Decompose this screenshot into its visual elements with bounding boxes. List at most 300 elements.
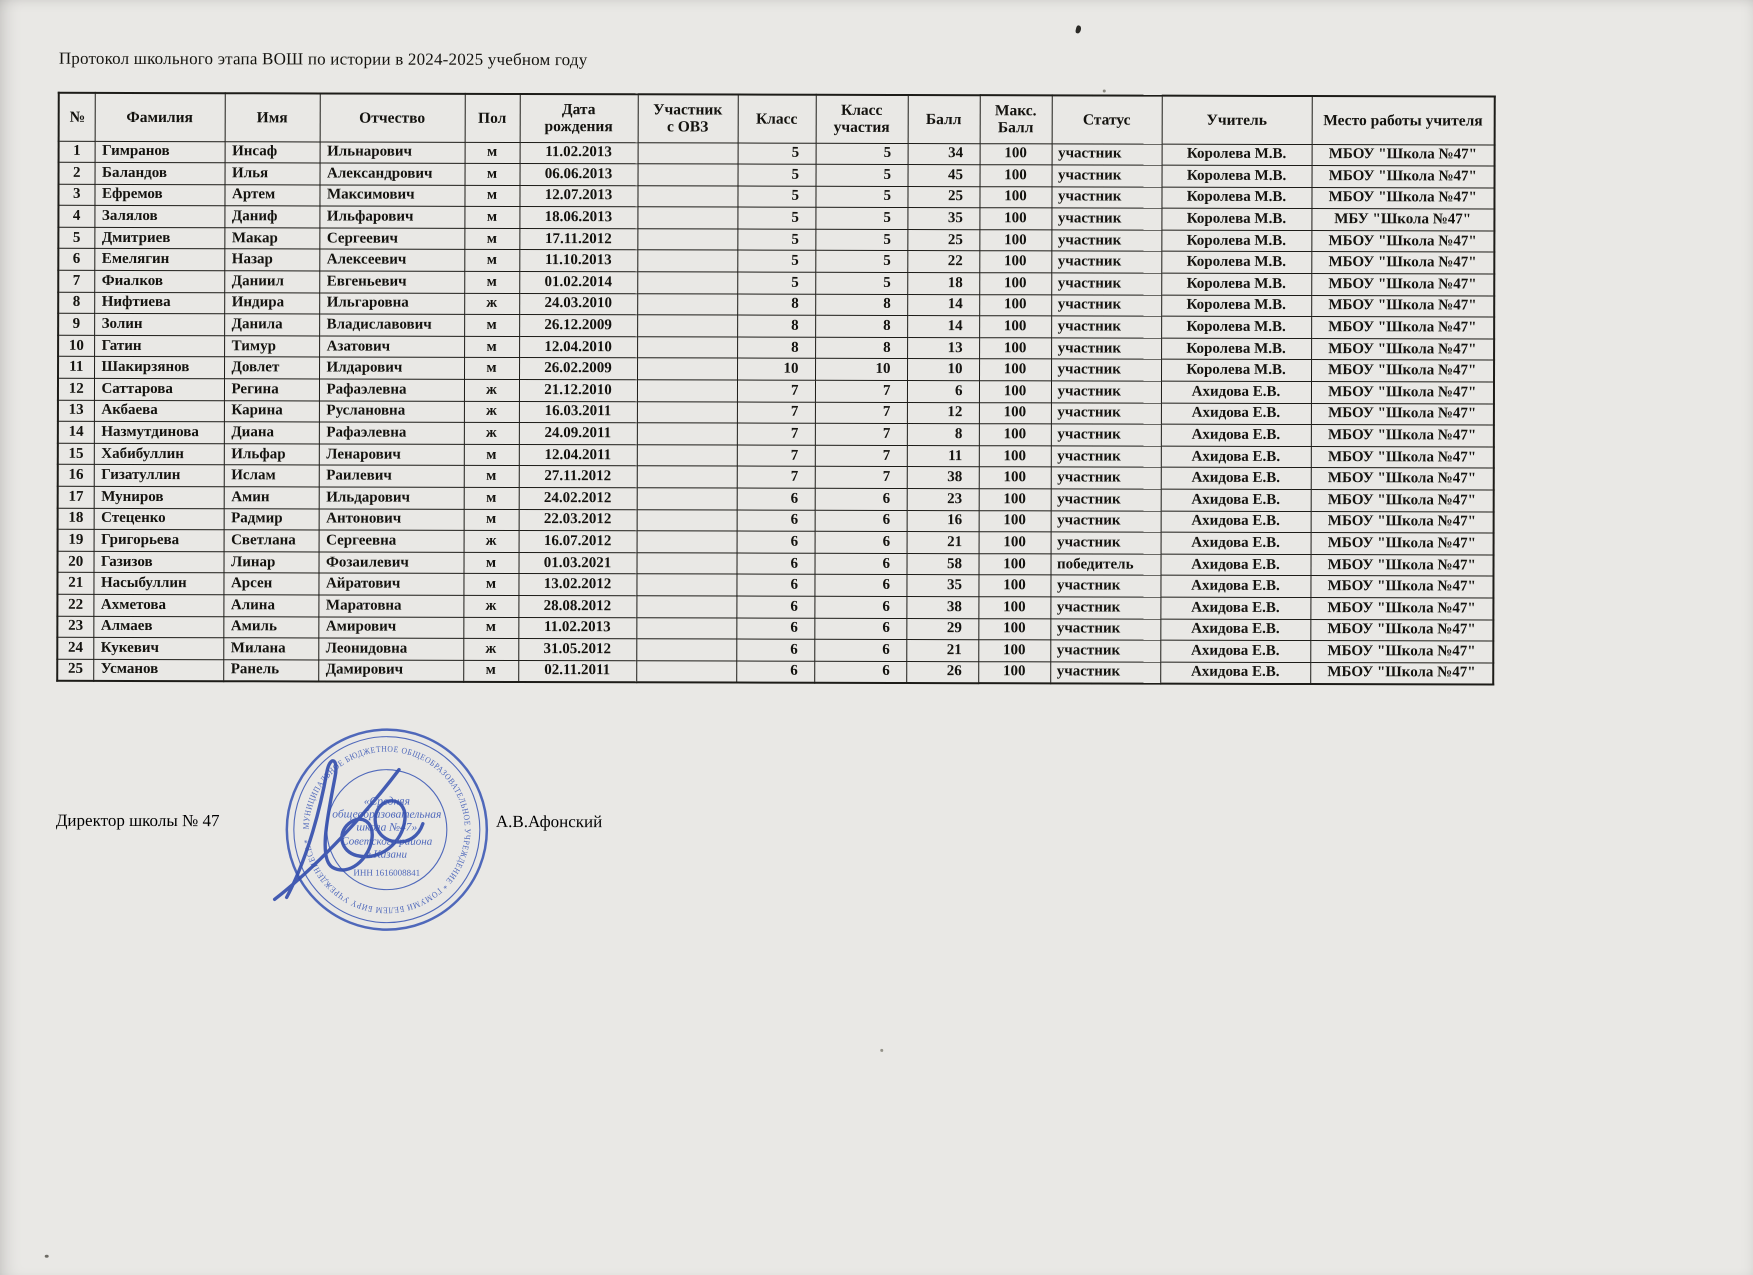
table-cell [636,574,736,596]
table-cell: участник [1051,295,1161,317]
table-cell: 35 [906,575,978,597]
table-cell: 100 [978,640,1050,662]
table-cell: участник [1050,662,1160,684]
table-cell: МБОУ "Школа №47" [1311,446,1494,468]
stamp-center-line: школа №47» [356,821,418,834]
table-cell: Тимур [224,336,319,358]
table-cell: Рафаэлевна [319,422,464,444]
column-header: Учитель [1162,96,1312,144]
table-cell: 8 [737,337,815,359]
document-title: Протокол школьного этапа ВОШ по истории в 2024-2025 учебном году [58,48,588,70]
table-cell: Назмутдинова [94,422,224,444]
table-cell: м [464,250,519,272]
column-header: Статус [1052,95,1162,143]
table-cell: Илья [225,163,320,185]
table-cell: 17.11.2012 [519,228,637,250]
table-cell: 7 [737,380,815,402]
table-cell: ж [464,531,519,553]
table-cell: Хабибуллин [94,443,224,465]
table-cell: м [464,271,519,293]
table-cell: Королева М.В. [1161,338,1311,360]
table-cell: 7 [815,380,907,402]
table-cell: Усманов [93,659,223,681]
table-cell: 100 [979,294,1051,316]
table-cell: 100 [979,230,1051,252]
director-label: Директор школы № 47 [55,810,220,831]
table-cell: 8 [907,424,979,446]
table-cell: 17 [58,486,94,508]
table-cell: 18 [907,273,979,295]
table-cell: МБОУ "Школа №47" [1310,598,1493,620]
table-cell: Дамирович [318,660,463,682]
table-cell: Милана [223,638,318,660]
table-cell: МБОУ "Школа №47" [1311,274,1494,296]
table-cell: 6 [907,381,979,403]
table-cell: Золин [94,314,224,336]
table-cell: МБОУ "Школа №47" [1311,230,1494,252]
table-cell: МБОУ "Школа №47" [1312,166,1495,188]
table-cell [637,229,737,251]
table-cell: 21 [57,573,93,595]
table-cell: 23 [57,616,93,638]
table-cell: 100 [979,186,1051,208]
table-cell: Амиль [223,616,318,638]
table-cell: 12.07.2013 [519,185,637,207]
table-cell: 2 [59,162,95,184]
table-cell: Регина [224,379,319,401]
table-cell: 5 [816,164,908,186]
table-cell: 13 [907,337,979,359]
table-cell: МБОУ "Школа №47" [1311,360,1494,382]
table-cell: Королева М.В. [1161,230,1311,252]
table-cell: участник [1051,510,1161,532]
table-cell: 100 [978,661,1050,683]
table-cell: 5 [737,251,815,273]
table-cell: Арсен [223,573,318,595]
table-cell: 3 [58,184,94,206]
protocol-table [56,92,1496,686]
table-cell [638,142,738,164]
table-cell: участник [1051,532,1161,554]
column-header: Имя [225,93,320,141]
table-cell: 100 [979,467,1051,489]
table-cell: МБОУ "Школа №47" [1311,252,1494,274]
table-cell: 6 [736,553,814,575]
table-cell: Шакирзянов [94,357,224,379]
table-cell: м [463,574,518,596]
table-cell: м [465,163,520,185]
table-cell: 100 [979,273,1051,295]
table-cell: 24.02.2012 [519,487,637,509]
table-cell: 22 [57,594,93,616]
table-cell: 7 [737,445,815,467]
table-cell: 8 [815,294,907,316]
table-cell: 7 [815,445,907,467]
table-cell: участник [1051,251,1161,273]
table-cell: Нифтиева [94,292,224,314]
table-cell [637,380,737,402]
table-cell: ж [464,401,519,423]
table-cell [637,509,737,531]
table-cell [638,164,738,186]
table-cell: Назар [224,249,319,271]
table-cell: Айратович [318,573,463,595]
table-cell: Ленарович [319,444,464,466]
table-cell: 10 [815,359,907,381]
table-cell: 8 [815,337,907,359]
table-cell: Ахидова Е.В. [1160,662,1310,684]
scan-artifact [45,1255,49,1258]
table-cell: Королева М.В. [1161,360,1311,382]
table-cell: Ахидова Е.В. [1160,576,1310,598]
table-cell: 6 [737,488,815,510]
table-cell: участник [1051,316,1161,338]
table-cell: Королева М.В. [1161,316,1311,338]
table-cell [637,445,737,467]
director-signature-icon [257,747,442,912]
table-cell: 24 [57,637,93,659]
table-cell: 25 [907,186,979,208]
table-cell: ж [464,293,519,315]
table-cell: 11.10.2013 [519,250,637,272]
table-cell: Светлана [224,530,319,552]
table-cell: 100 [978,597,1050,619]
table-cell: участник [1051,208,1161,230]
table-cell: МБОУ "Школа №47" [1310,641,1493,663]
table-cell: 9 [58,314,94,336]
table-cell: 100 [979,338,1051,360]
table-cell: Ранель [223,659,318,681]
table-cell: 24.09.2011 [519,423,637,445]
table-cell: Королева М.В. [1161,208,1311,230]
table-cell: 7 [737,466,815,488]
table-cell: 12 [907,402,979,424]
table-cell: 28.08.2012 [518,595,636,617]
table-cell: МБОУ "Школа №47" [1311,425,1494,447]
table-cell: Макар [224,228,319,250]
table-cell: 100 [980,165,1052,187]
stamp-center-line: «Средняя [363,795,411,808]
table-cell: Ахидова Е.В. [1160,619,1310,641]
table-cell: 6 [815,488,907,510]
table-cell: Рафаэлевна [319,379,464,401]
table-cell: 34 [908,143,980,165]
table-cell: Ахидова Е.В. [1160,554,1310,576]
table-cell: 21 [906,640,978,662]
table-cell: 06.06.2013 [520,164,638,186]
table-cell: 5 [815,229,907,251]
table-cell: Даниил [224,271,319,293]
table-cell: м [464,228,519,250]
table-cell: участник [1052,143,1162,165]
table-cell: 100 [979,489,1051,511]
table-cell: Ахидова Е.В. [1161,511,1311,533]
table-cell: 8 [58,292,94,314]
stamp-ring-text: МУНИЦИПАЛЬНОЕ БЮДЖЕТНОЕ ОБЩЕОБРАЗОВАТЕЛЬНОЕ УЧРЕЖДЕНИЕ * ГОМУМИ БЕЛЕМ БИРҮ УЧРЕЖДЕНИЕСЕ * [300,743,473,916]
table-cell: 5 [737,207,815,229]
table-cell: Алмаев [93,616,223,638]
column-header: Макс. Балл [980,95,1052,143]
table-cell: участник [1050,597,1160,619]
table-cell: Муниров [94,486,224,508]
table-cell: МБОУ "Школа №47" [1310,619,1493,641]
table-cell: Гатин [94,335,224,357]
table-cell: Залялов [94,206,224,228]
table-cell: Данила [224,314,319,336]
table-cell: 6 [737,510,815,532]
table-cell: 16.03.2011 [519,401,637,423]
table-cell: 27.11.2012 [519,466,637,488]
table-cell: 7 [737,402,815,424]
table-cell: 16.07.2012 [519,531,637,553]
table-cell: МБУ "Школа №47" [1311,209,1494,231]
table-cell: 5 [816,143,908,165]
table-cell: 6 [815,510,907,532]
table-cell: 100 [979,381,1051,403]
table-cell: Карина [224,400,319,422]
table-cell: Ахметова [93,594,223,616]
table-cell: участник [1051,446,1161,468]
table-cell: 6 [736,596,814,618]
table-cell: Баландов [95,162,225,184]
table-cell: 5 [815,251,907,273]
column-header: Отчество [320,93,465,141]
table-cell: 6 [736,639,814,661]
table-cell: Гизатуллин [94,465,224,487]
table-cell: Газизов [94,551,224,573]
table-cell: 11.02.2013 [520,142,638,164]
table-cell: МБОУ "Школа №47" [1311,468,1494,490]
table-cell: Саттарова [94,378,224,400]
table-cell [637,337,737,359]
table-cell: 5 [738,164,816,186]
table-cell: Ахидова Е.В. [1161,532,1311,554]
table-cell: м [464,509,519,531]
table-cell: Королева М.В. [1161,187,1311,209]
table-cell: 13 [58,400,94,422]
table-cell [637,531,737,553]
table-cell: 12 [58,378,94,400]
table-cell: 6 [814,618,906,640]
table-cell: 5 [815,208,907,230]
table-cell: участник [1051,359,1161,381]
table-cell [636,596,736,618]
table-cell: м [464,315,519,337]
table-cell: 5 [737,272,815,294]
table-cell: 26.02.2009 [519,358,637,380]
table-cell: Ильдарович [319,487,464,509]
table-cell: 10 [58,335,94,357]
table-cell: 6 [814,553,906,575]
table-cell: Максимович [319,185,464,207]
table-cell: м [464,444,519,466]
table-row [57,659,1493,684]
stamp-center-line: г.Казани [366,848,408,861]
table-cell: участник [1051,273,1161,295]
table-cell: м [464,207,519,229]
table-cell: 21 [907,532,979,554]
table-cell: 8 [815,316,907,338]
table-cell [636,617,736,639]
table-cell: участник [1050,640,1160,662]
scan-artifact [1103,90,1106,93]
table-cell: Ахидова Е.В. [1160,597,1310,619]
table-cell: 22 [907,251,979,273]
column-header: Класс [738,95,816,143]
table-cell: 01.03.2021 [518,552,636,574]
table-cell: 58 [906,553,978,575]
table-cell: 100 [978,618,1050,640]
table-cell: Гимранов [95,141,225,163]
table-cell: ж [464,379,519,401]
scan-artifact [880,1049,883,1052]
table-cell: 26.12.2009 [519,315,637,337]
scan-artifact [1075,25,1082,34]
table-cell: Королева М.В. [1162,165,1312,187]
table-cell: победитель [1050,554,1160,576]
table-cell: Ильфар [224,444,319,466]
table-cell: 100 [978,553,1050,575]
table-cell: МБОУ "Школа №47" [1311,295,1494,317]
table-cell: м [464,466,519,488]
table-cell: 100 [979,532,1051,554]
table-cell: МБОУ "Школа №47" [1311,317,1494,339]
table-cell: 8 [737,315,815,337]
table-cell: Стеценко [94,508,224,530]
table-cell: 7 [815,402,907,424]
column-header: Фамилия [95,93,225,141]
table-cell: Ильнарович [320,141,465,163]
table-cell: 100 [979,445,1051,467]
column-header: Участник с ОВЗ [638,94,738,142]
column-header: Дата рождения [520,94,638,142]
table-cell: 35 [907,208,979,230]
table-cell: 6 [736,574,814,596]
table-cell: Ахидова Е.В. [1161,381,1311,403]
column-header: № [59,93,95,141]
table-cell: 100 [980,143,1052,165]
table-body [57,141,1494,685]
table-cell: м [463,660,518,682]
table-cell: Антонович [319,509,464,531]
table-cell: участник [1051,424,1161,446]
table-cell: участник [1052,165,1162,187]
table-cell: МБОУ "Школа №47" [1310,576,1493,598]
table-cell: Маратовна [318,595,463,617]
table-cell: Сергеевич [319,228,464,250]
table-cell: МБОУ "Школа №47" [1310,662,1493,684]
table-cell: Владиславович [319,314,464,336]
table-cell: 6 [736,618,814,640]
table-cell: 21.12.2010 [519,380,637,402]
table-cell: 19 [58,529,94,551]
table-cell: 12.04.2011 [519,444,637,466]
table-cell [637,423,737,445]
table-cell [637,185,737,207]
table-cell: 5 [737,229,815,251]
table-cell: 45 [908,165,980,187]
table-cell: МБОУ "Школа №47" [1310,554,1493,576]
table-cell: МБОУ "Школа №47" [1311,533,1494,555]
table-cell: Даниф [224,206,319,228]
table-cell: м [463,617,518,639]
table-header-row [59,93,1495,145]
table-cell: МБОУ "Школа №47" [1311,403,1494,425]
table-cell: 23 [907,488,979,510]
table-cell: Королева М.В. [1161,295,1311,317]
table-cell: участник [1050,575,1160,597]
table-cell: Азатович [319,336,464,358]
table-cell: участник [1051,489,1161,511]
stamp-inn-text: ИНН 1616008841 [353,867,421,878]
table-cell: 5 [738,143,816,165]
table-cell: Амирович [318,617,463,639]
table-cell [637,466,737,488]
column-header: Место работы учителя [1312,96,1495,144]
table-cell: 8 [737,294,815,316]
table-cell: м [465,142,520,164]
column-header: Пол [465,94,520,142]
table-cell: 100 [978,575,1050,597]
table-cell: 5 [737,186,815,208]
table-cell: 5 [58,227,94,249]
table-cell: Королева М.В. [1161,252,1311,274]
table-cell: 6 [814,661,906,683]
table-cell: Линар [224,551,319,573]
table-cell: 7 [737,423,815,445]
table-cell: МБОУ "Школа №47" [1311,187,1494,209]
table-cell: Александрович [320,163,465,185]
table-cell: 1 [59,141,95,163]
table-cell: 16 [907,510,979,532]
table-cell: 16 [58,465,94,487]
table-cell: Илдарович [319,357,464,379]
table-cell: Ахидова Е.В. [1161,424,1311,446]
table-cell: 7 [815,467,907,489]
table-cell: 10 [737,358,815,380]
table-cell: участник [1050,618,1160,640]
table-cell [636,639,736,661]
table-cell: м [464,358,519,380]
table-cell [637,272,737,294]
table-cell: Довлет [224,357,319,379]
table-cell: Ислам [224,465,319,487]
table-cell: 6 [815,531,907,553]
table-cell: участник [1051,338,1161,360]
table-cell: Раилевич [319,465,464,487]
column-header: Класс участия [816,95,908,143]
table-cell: ж [464,423,519,445]
table-cell: Акбаева [94,400,224,422]
table-cell [636,661,736,683]
stamp-center-line: общеобразовательная [332,808,442,821]
table-cell [637,358,737,380]
table-cell: 11 [58,357,94,379]
table-cell: м [464,336,519,358]
table-cell: 25 [907,229,979,251]
table-cell: 14 [58,421,94,443]
table-cell: 6 [814,575,906,597]
table-cell: 25 [57,659,93,681]
table-cell: 6 [737,531,815,553]
table-cell: Ахидова Е.В. [1161,403,1311,425]
director-name: А.В.Афонский [495,811,603,832]
table-cell: Инсаф [225,141,320,163]
table-cell: МБОУ "Школа №47" [1311,338,1494,360]
table-cell: Ахидова Е.В. [1161,446,1311,468]
table-cell: 100 [979,316,1051,338]
table-cell: 4 [58,206,94,228]
